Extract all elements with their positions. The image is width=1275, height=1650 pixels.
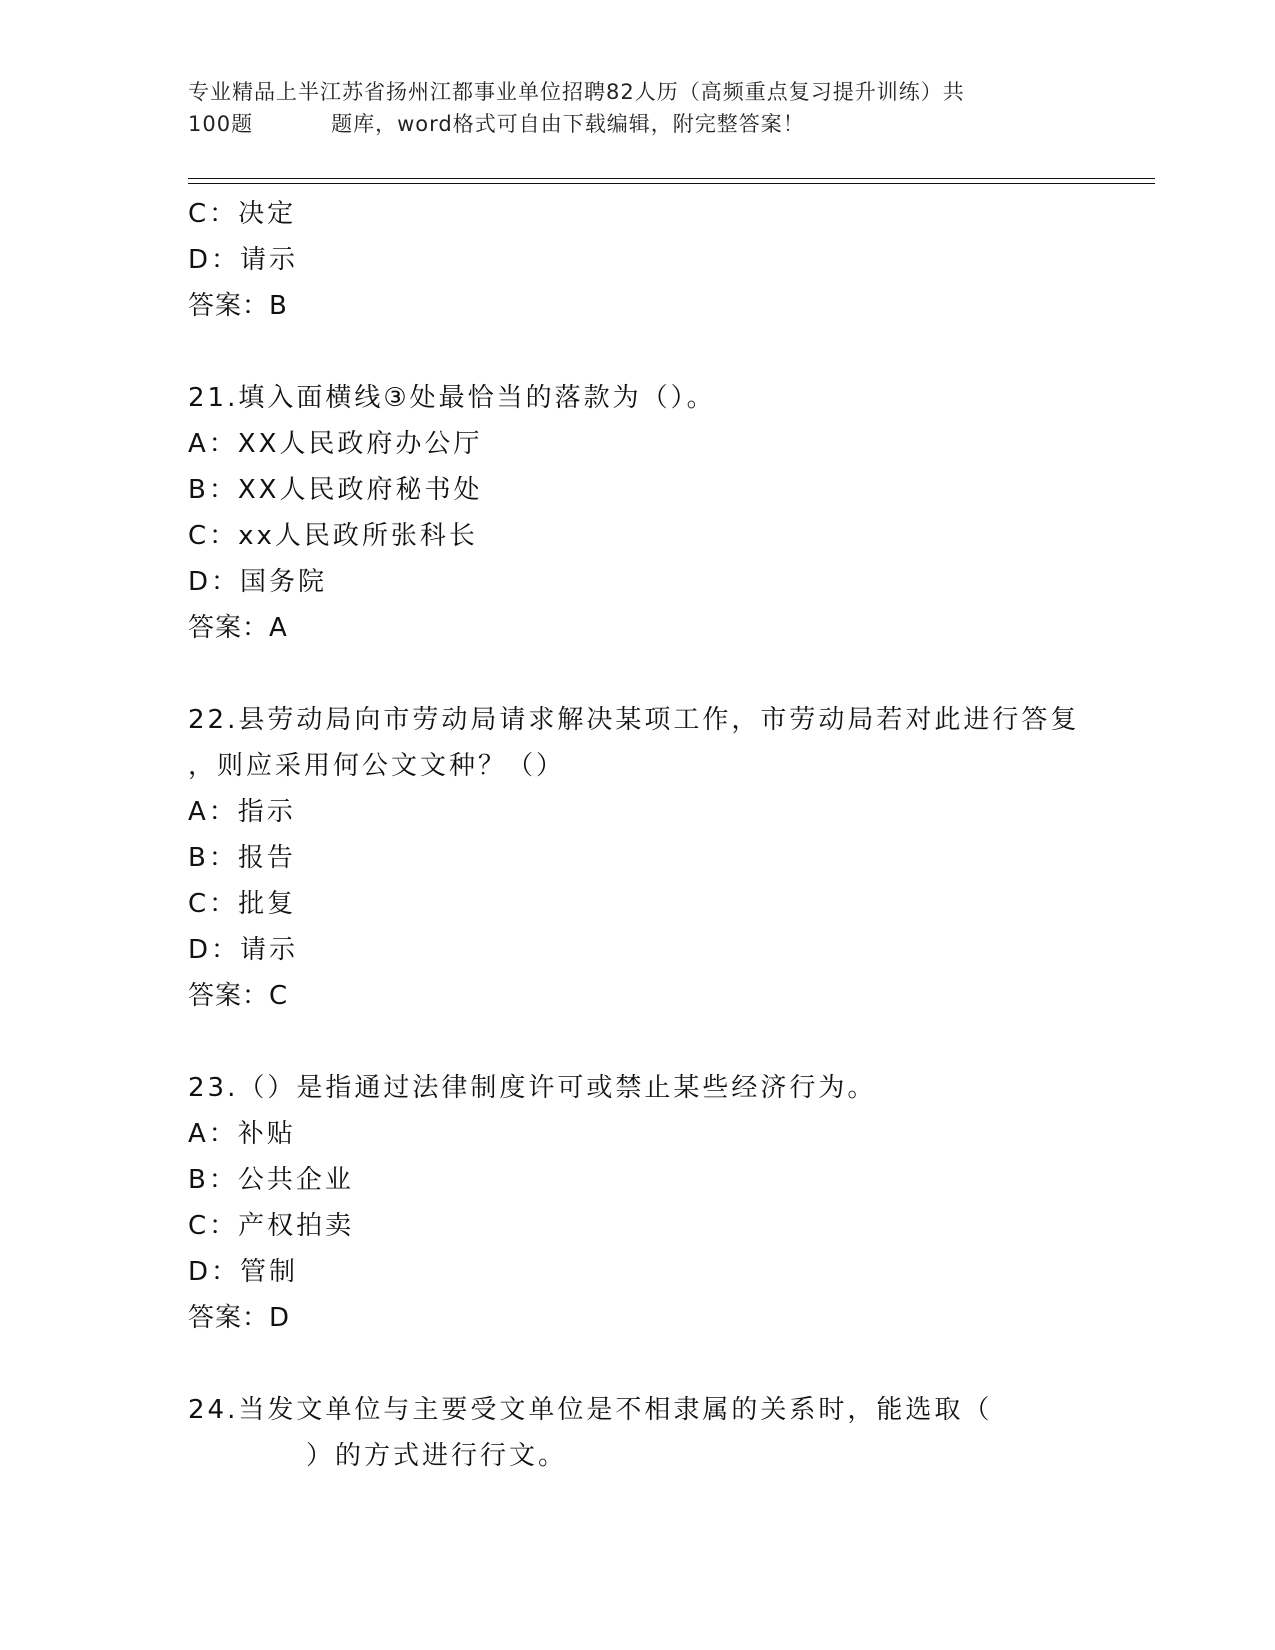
option-d: D：国务院 [188,567,328,597]
question-24-stem-cont: ）的方式进行行文。 [306,1441,568,1471]
header-line-2-right: 题库，word格式可自由下载编辑，附完整答案！ [331,112,805,136]
question-23-stem: 23.（）是指通过法律制度许可或禁止某些经济行为。 [188,1073,877,1103]
option-a: A：指示 [188,797,296,827]
header-line-1: 专业精品上半江苏省扬州江都事业单位招聘82人历（高频重点复习提升训练）共 [188,80,965,104]
header-line-2-left: 100题 [188,112,254,136]
option-c: C：决定 [188,199,297,229]
option-d: D：请示 [188,935,299,965]
answer-line: 答案：C [188,981,289,1011]
option-d: D：请示 [188,245,299,275]
header-rule-top [188,178,1155,179]
option-b: B：报告 [188,843,296,873]
option-d: D：管制 [188,1257,299,1287]
option-b: B：XX人民政府秘书处 [188,475,483,505]
answer-line: 答案：D [188,1303,291,1333]
option-a: A：补贴 [188,1119,296,1149]
question-list [188,191,1148,1479]
answer-line: 答案：A [188,613,288,643]
option-c: C：xx人民政所张科长 [188,521,478,551]
option-c: C：产权拍卖 [188,1211,355,1241]
answer-line: 答案：B [188,291,288,321]
page-header [188,76,1088,140]
question-22-stem-cont: ，则应采用何公文文种？（） [188,751,566,781]
question-21-stem: 21.填入面横线③处最恰当的落款为（）。 [188,383,716,413]
option-a: A：XX人民政府办公厅 [188,429,483,459]
option-b: B：公共企业 [188,1165,354,1195]
question-24-stem: 24.当发文单位与主要受文单位是不相隶属的关系时，能选取（ [188,1395,993,1425]
header-line-2 [188,108,1088,140]
header-rule-bottom [188,183,1155,184]
option-c: C：批复 [188,889,297,919]
question-22-stem: 22.县劳动局向市劳动局请求解决某项工作，市劳动局若对此进行答复 [188,705,1080,735]
